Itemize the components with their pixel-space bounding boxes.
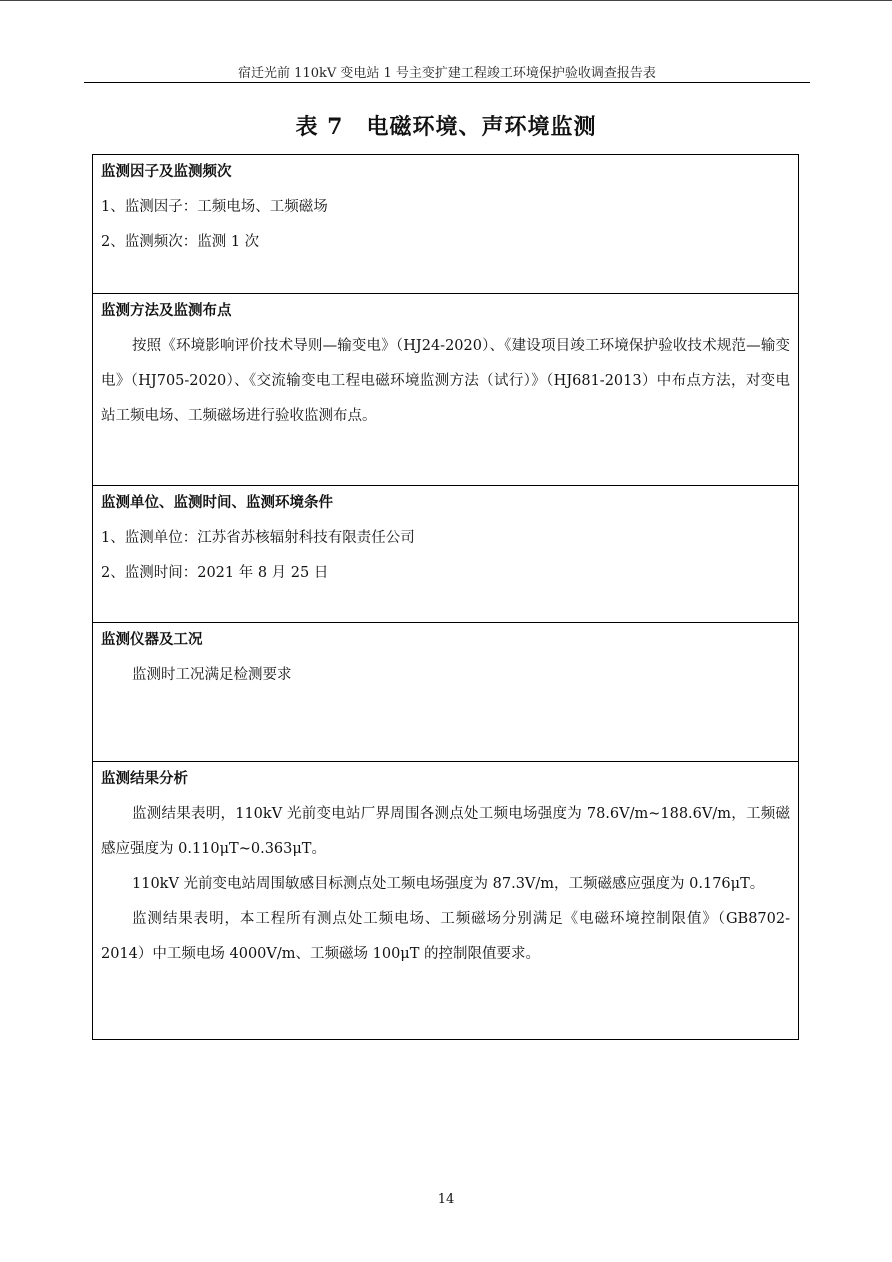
header-rule [84,82,810,83]
section-factors [93,155,798,293]
unit-line: 1、监测单位：江苏省苏核辐射科技有限责任公司 [101,530,415,546]
monitoring-table [92,154,799,1040]
results-paragraph: 监测结果表明，本工程所有测点处工频电场、工频磁场分别满足《电磁环境控制限值》（GB8702-2014）中工频电场 4000V/m、工频磁场 100μT 的控制限值要求。 [101,911,790,962]
method-paragraph: 按照《环境影响评价技术导则—输变电》（HJ24-2020）、《建设项目竣工环境保护验收技术规范—输变电》（HJ705-2020）、《交流输变电工程电磁环境监测方法（试行）》（HJ681-2013）中布点方法，对变电站工频电场、工频磁场进行验收监测布点。 [101,338,790,424]
frequency-line: 2、监测频次：监测 1 次 [101,234,260,250]
factor-line: 1、监测因子：工频电场、工频磁场 [101,199,328,215]
section-heading: 监测单位、监测时间、监测环境条件 [101,495,333,511]
page-number: 14 [437,1192,455,1207]
top-edge-rule [0,0,892,1]
section-results [93,762,798,1039]
section-heading: 监测因子及监测频次 [101,164,232,180]
section-heading: 监测仪器及工况 [101,632,203,648]
section-instrument [93,623,798,761]
running-header: 宿迁光前 110kV 变电站 1 号主变扩建工程竣工环境保护验收调查报告表 [238,66,656,81]
table-title: 表 7 电磁环境、声环境监测 [295,114,597,140]
results-paragraph: 监测结果表明，110kV 光前变电站厂界周围各测点处工频电场强度为 78.6V/m~188.6V/m，工频磁感应强度为 0.110μT~0.363μT。 [101,806,790,857]
section-method [93,294,798,485]
section-heading: 监测结果分析 [101,771,188,787]
instrument-paragraph: 监测时工况满足检测要求 [132,667,292,683]
results-paragraph: 110kV 光前变电站周围敏感目标测点处工频电场强度为 87.3V/m，工频磁感应强度为 0.176μT。 [132,876,765,892]
time-line: 2、监测时间：2021 年 8 月 25 日 [101,565,329,581]
section-unit [93,486,798,622]
section-heading: 监测方法及监测布点 [101,303,232,319]
